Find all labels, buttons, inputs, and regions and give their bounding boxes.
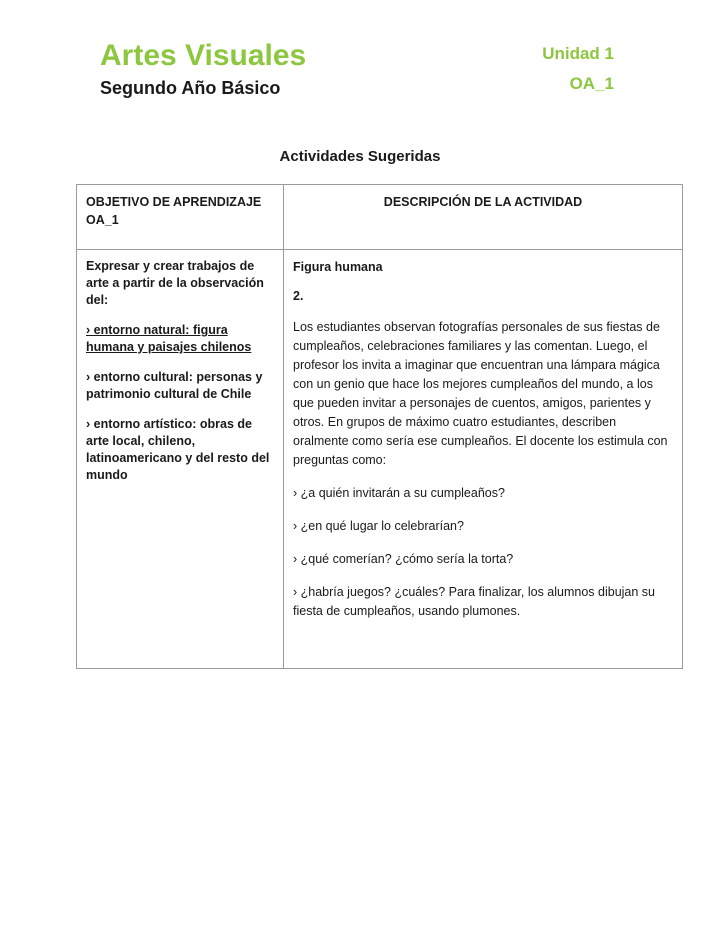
- table-header-description: DESCRIPCIÓN DE LA ACTIVIDAD: [284, 185, 683, 250]
- subject-title: Artes Visuales: [100, 39, 307, 72]
- oa-label: OA_1: [569, 74, 614, 93]
- activity-question-4: › ¿habría juegos? ¿cuáles? Para finalizar, los alumnos dibujan su fiesta de cumpleaños, usando plumones.: [293, 585, 656, 618]
- table-header-row: [77, 185, 683, 250]
- activity-number: 2.: [293, 289, 304, 303]
- objective-cell: [77, 250, 284, 669]
- header-right-block: [542, 42, 614, 96]
- activity-paragraph: Los estudiantes observan fotografías personales de sus fiestas de cumpleaños, celebraciones familiares y las comentan. Luego, el profesor los invita a imaginar que encuentran una lámpara mágica con un genio que hace los mejores cumpleaños del mundo, a los que pueden invitar a personajes de cuentos, amigos, parientes y otros. En grupos de máximo cuatro estudiantes, describen oralmente como sería ese cumpleaños. El docente los estimula con preguntas como:: [293, 320, 668, 467]
- activities-table: [76, 184, 683, 669]
- subject-grade: Segundo Año Básico: [100, 78, 281, 98]
- table-header-objective: OBJETIVO DE APRENDIZAJE OA_1: [77, 185, 284, 250]
- objective-item-artistico: › entorno artístico: obras de arte local, chileno, latinoamericano y del resto del mundo: [86, 417, 270, 482]
- document-header: [76, 38, 644, 118]
- objective-intro: Expresar y crear trabajos de arte a partir de la observación del:: [86, 259, 264, 307]
- section-title: Actividades Sugeridas: [279, 148, 441, 165]
- activity-cell: [284, 250, 683, 669]
- activity-subtitle: Figura humana: [293, 260, 383, 274]
- unit-label: Unidad 1: [542, 44, 614, 63]
- activity-question-1: › ¿a quién invitarán a su cumpleaños?: [293, 486, 505, 500]
- header-left-block: [100, 38, 306, 100]
- activity-question-2: › ¿en qué lugar lo celebrarían?: [293, 519, 464, 533]
- objective-item-cultural: › entorno cultural: personas y patrimonio cultural de Chile: [86, 370, 263, 401]
- activity-question-3: › ¿qué comerían? ¿cómo sería la torta?: [293, 552, 514, 566]
- objective-item-natural: › entorno natural: figura humana y paisajes chilenos: [86, 323, 252, 354]
- table-row: [77, 250, 683, 669]
